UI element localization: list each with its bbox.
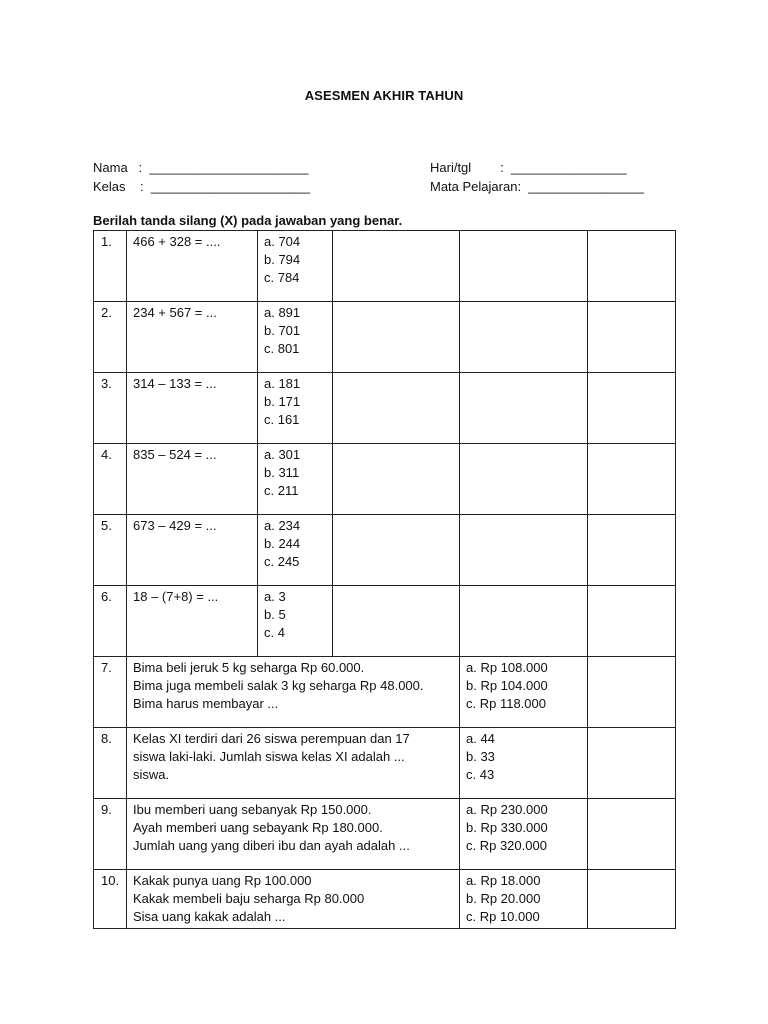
question-number-label: 8.: [101, 731, 112, 746]
question-line: Jumlah uang yang diberi ibu dan ayah adalah ...: [133, 838, 410, 853]
question-number: [94, 444, 127, 515]
question-number-label: 7.: [101, 660, 112, 675]
question-line: 466 + 328 = ....: [133, 234, 221, 249]
empty-cell: [588, 302, 676, 373]
answer-options: [258, 373, 333, 444]
empty-cell: [588, 444, 676, 515]
answer-option: a. 704: [264, 234, 301, 249]
question-row: [94, 302, 676, 373]
question-number-label: 1.: [101, 234, 112, 249]
question-row: [94, 444, 676, 515]
answer-options: [460, 657, 588, 728]
answer-option: c. Rp 118.000: [466, 696, 546, 711]
question-number: [94, 586, 127, 657]
question-row: [94, 870, 676, 929]
empty-cell: [588, 231, 676, 302]
date-field: Hari/tgl : ________________: [430, 160, 627, 175]
question-text: [127, 799, 460, 870]
answer-options: [460, 799, 588, 870]
answer-option: c. 245: [264, 554, 300, 569]
question-number: [94, 231, 127, 302]
question-table: [93, 230, 676, 929]
empty-cell: [588, 373, 676, 444]
instruction-text: Berilah tanda silang (X) pada jawaban yang benar.: [93, 213, 403, 228]
question-text: [127, 586, 258, 657]
question-row: [94, 586, 676, 657]
answer-option: a. 234: [264, 518, 301, 533]
question-line: Ayah memberi uang sebayank Rp 180.000.: [133, 820, 383, 835]
subject-field: Mata Pelajaran: ________________: [430, 179, 644, 194]
question-number-label: 10.: [101, 873, 120, 888]
empty-cell: [333, 231, 460, 302]
question-row: [94, 799, 676, 870]
question-line: 835 – 524 = ...: [133, 447, 217, 462]
empty-cell: [460, 444, 588, 515]
answer-option: b. 311: [264, 465, 300, 480]
question-text: [127, 373, 258, 444]
question-line: Bima beli jeruk 5 kg seharga Rp 60.000.: [133, 660, 365, 675]
answer-option: c. Rp 320.000: [466, 838, 547, 853]
answer-option: c. 784: [264, 270, 300, 285]
question-row: [94, 373, 676, 444]
question-number-label: 4.: [101, 447, 112, 462]
empty-cell: [588, 870, 676, 929]
answer-option: a. 44: [466, 731, 495, 746]
question-number: [94, 728, 127, 799]
question-text: [127, 515, 258, 586]
answer-option: c. 161: [264, 412, 300, 427]
empty-cell: [333, 373, 460, 444]
question-number: [94, 657, 127, 728]
question-line: Ibu memberi uang sebanyak Rp 150.000.: [133, 802, 372, 817]
name-field: Nama : ______________________: [93, 160, 309, 175]
empty-cell: [588, 586, 676, 657]
empty-cell: [333, 586, 460, 657]
question-line: 234 + 567 = ...: [133, 305, 217, 320]
answer-option: b. 33: [466, 749, 495, 764]
answer-option: c. 801: [264, 341, 300, 356]
empty-cell: [460, 515, 588, 586]
question-number: [94, 799, 127, 870]
question-number-label: 2.: [101, 305, 112, 320]
answer-options: [258, 231, 333, 302]
question-line: Bima juga membeli salak 3 kg seharga Rp 48.000.: [133, 678, 424, 693]
answer-option: b. Rp 20.000: [466, 891, 541, 906]
answer-option: a. 3: [264, 589, 286, 604]
answer-option: c. 211: [264, 483, 299, 498]
question-number: [94, 373, 127, 444]
question-line: 18 – (7+8) = ...: [133, 589, 219, 604]
question-text: [127, 728, 460, 799]
empty-cell: [333, 515, 460, 586]
empty-cell: [588, 728, 676, 799]
question-text: [127, 870, 460, 929]
answer-option: b. 701: [264, 323, 301, 338]
question-number-label: 6.: [101, 589, 112, 604]
answer-option: c. Rp 10.000: [466, 909, 540, 924]
question-line: Sisa uang kakak adalah ...: [133, 909, 286, 924]
question-line: Kakak punya uang Rp 100.000: [133, 873, 312, 888]
answer-options: [258, 515, 333, 586]
question-line: siswa laki-laki. Jumlah siswa kelas XI adalah ...: [133, 749, 405, 764]
answer-options: [460, 870, 588, 929]
empty-cell: [333, 302, 460, 373]
answer-options: [258, 302, 333, 373]
class-field: Kelas : ______________________: [93, 179, 310, 194]
question-line: Kakak membeli baju seharga Rp 80.000: [133, 891, 365, 906]
question-line: 673 – 429 = ...: [133, 518, 217, 533]
question-row: [94, 231, 676, 302]
question-line: 314 – 133 = ...: [133, 376, 217, 391]
question-row: [94, 728, 676, 799]
empty-cell: [588, 657, 676, 728]
answer-option: b. 794: [264, 252, 301, 267]
empty-cell: [460, 373, 588, 444]
question-line: Bima harus membayar ...: [133, 696, 279, 711]
empty-cell: [460, 586, 588, 657]
answer-options: [258, 586, 333, 657]
empty-cell: [588, 799, 676, 870]
answer-option: a. 181: [264, 376, 301, 391]
answer-options: [460, 728, 588, 799]
question-line: Kelas XI terdiri dari 26 siswa perempuan dan 17: [133, 731, 410, 746]
empty-cell: [460, 302, 588, 373]
empty-cell: [333, 444, 460, 515]
answer-options: [258, 444, 333, 515]
question-number: [94, 302, 127, 373]
answer-option: c. 4: [264, 625, 285, 640]
question-number-label: 5.: [101, 518, 112, 533]
answer-option: a. Rp 230.000: [466, 802, 548, 817]
answer-option: b. Rp 104.000: [466, 678, 548, 693]
answer-option: b. Rp 330.000: [466, 820, 548, 835]
question-number-label: 3.: [101, 376, 112, 391]
answer-option: a. 301: [264, 447, 301, 462]
page-title: ASESMEN AKHIR TAHUN: [304, 88, 464, 103]
question-text: [127, 302, 258, 373]
answer-option: c. 43: [466, 767, 495, 782]
answer-option: b. 244: [264, 536, 301, 551]
question-text: [127, 231, 258, 302]
empty-cell: [588, 515, 676, 586]
question-text: [127, 657, 460, 728]
question-number-label: 9.: [101, 802, 112, 817]
question-number: [94, 870, 127, 929]
answer-option: a. Rp 108.000: [466, 660, 548, 675]
question-row: [94, 657, 676, 728]
answer-option: b. 5: [264, 607, 286, 622]
answer-option: b. 171: [264, 394, 301, 409]
question-row: [94, 515, 676, 586]
question-text: [127, 444, 258, 515]
question-number: [94, 515, 127, 586]
empty-cell: [460, 231, 588, 302]
answer-option: a. 891: [264, 305, 301, 320]
question-line: siswa.: [133, 767, 170, 782]
answer-option: a. Rp 18.000: [466, 873, 541, 888]
